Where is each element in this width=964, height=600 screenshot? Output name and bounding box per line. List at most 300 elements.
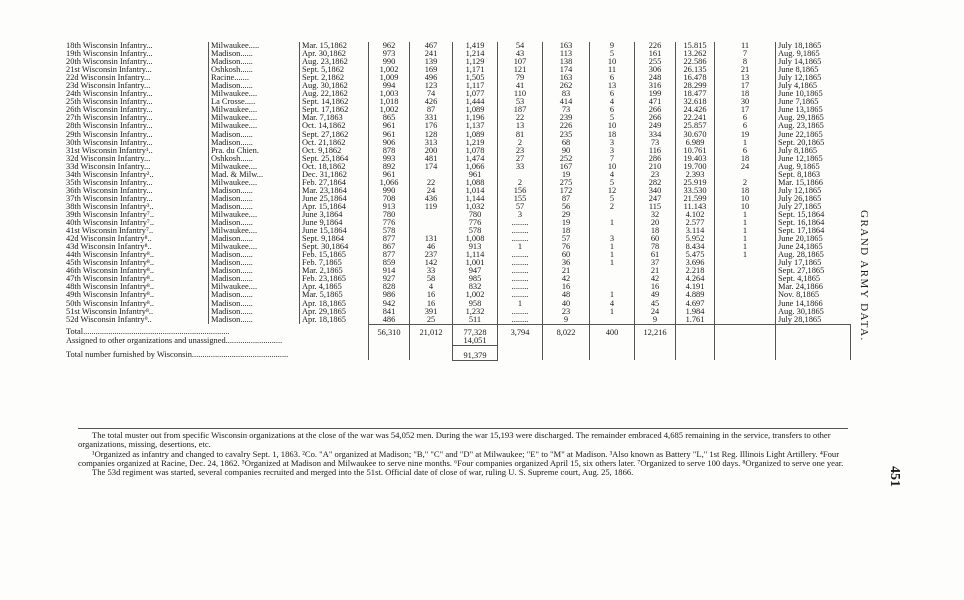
original-strength: 961 — [369, 131, 410, 139]
muster-date: Mar. 15,1862 — [300, 42, 369, 50]
total-strength: 913 — [453, 243, 498, 251]
died-of-disease: 87 — [543, 195, 590, 203]
death-percent: 2.393 — [676, 171, 715, 179]
recruits: 87 — [410, 106, 453, 114]
killed: 54 — [498, 42, 543, 50]
muster-date: Feb. 7,1865 — [300, 259, 369, 267]
other-deaths: 5 — [590, 114, 635, 122]
muster-out-date: June 22,1865 — [776, 131, 851, 139]
regiment-name: 49th Wisconsin Infantry⁸.. — [66, 290, 155, 300]
total-value: 21,012 — [410, 324, 453, 337]
killed: ........ — [498, 235, 543, 243]
muster-date: Sept. 2,1862 — [300, 74, 369, 82]
died-of-disease: 235 — [543, 131, 590, 139]
original-strength: 1,018 — [369, 98, 410, 106]
died-of-disease: 16 — [543, 283, 590, 291]
muster-out-date: Sept. 17,1864 — [776, 227, 851, 235]
total-strength: 985 — [453, 275, 498, 283]
death-percent: 19.700 — [676, 163, 715, 171]
recruits: 237 — [410, 251, 453, 259]
total-strength: 947 — [453, 267, 498, 275]
regiment-table — [64, 42, 925, 361]
organized-place: Oshkosh...... — [209, 66, 300, 74]
muster-date: Apr. 15,1864 — [300, 203, 369, 211]
recruits: 481 — [410, 155, 453, 163]
total-value: 3,794 — [498, 324, 543, 337]
death-percent: 4.697 — [676, 300, 715, 308]
officers: 18 — [715, 155, 776, 163]
total-deaths: 24 — [635, 308, 676, 316]
total-deaths: 255 — [635, 58, 676, 66]
total-deaths: 73 — [635, 139, 676, 147]
recruits: 58 — [410, 275, 453, 283]
other-deaths: 4 — [590, 171, 635, 179]
total-deaths: 37 — [635, 259, 676, 267]
muster-date: Feb. 27,1864 — [300, 179, 369, 187]
killed: ........ — [498, 283, 543, 291]
organized-place: Madison...... — [209, 316, 300, 325]
total-label: Total...................................................................... — [66, 327, 230, 337]
total-deaths: 286 — [635, 155, 676, 163]
killed: 2 — [498, 139, 543, 147]
total-deaths: 61 — [635, 251, 676, 259]
total-deaths: 249 — [635, 122, 676, 130]
regiment-name: 32d Wisconsin Infantry... — [66, 153, 151, 163]
original-strength: 962 — [369, 42, 410, 50]
died-of-disease: 42 — [543, 275, 590, 283]
recruits: 16 — [410, 291, 453, 299]
muster-date: Apr. 29,1865 — [300, 308, 369, 316]
recruits: 119 — [410, 203, 453, 211]
total-strength: 1,232 — [453, 308, 498, 316]
muster-out-date: July 4,1865 — [776, 82, 851, 90]
muster-out-date: June 24,1865 — [776, 243, 851, 251]
muster-date: Oct. 21,1862 — [300, 139, 369, 147]
grand-total-row — [64, 345, 925, 360]
original-strength: 973 — [369, 50, 410, 58]
total-deaths: 18 — [635, 227, 676, 235]
officers: 6 — [715, 114, 776, 122]
organized-place: Madison...... — [209, 139, 300, 147]
assigned-value: 14,051 — [453, 337, 498, 346]
organized-place: Madison...... — [209, 267, 300, 275]
original-strength: 892 — [369, 163, 410, 171]
original-strength: 990 — [369, 187, 410, 195]
recruits: 467 — [410, 42, 453, 50]
total-strength: 1,144 — [453, 195, 498, 203]
total-value: 12,216 — [635, 324, 676, 337]
died-of-disease: 174 — [543, 66, 590, 74]
officers — [715, 316, 776, 325]
muster-date: Oct. 14,1862 — [300, 122, 369, 130]
muster-out-date: Sept. 27,1865 — [776, 267, 851, 275]
regiment-name: 44th Wisconsin Infantry⁸.. — [66, 250, 155, 260]
died-of-disease: 83 — [543, 90, 590, 98]
regiment-name: 27th Wisconsin Infantry... — [66, 113, 153, 123]
muster-date: Apr. 4,1865 — [300, 283, 369, 291]
regiment-name: 34th Wisconsin Infantry².. — [66, 169, 154, 179]
muster-out-date: Sept. 20,1865 — [776, 139, 851, 147]
original-strength: 867 — [369, 243, 410, 251]
recruits: 74 — [410, 90, 453, 98]
total-deaths: 334 — [635, 131, 676, 139]
died-of-disease: 138 — [543, 58, 590, 66]
organized-place: Oshkosh...... — [209, 155, 300, 163]
other-deaths: 12 — [590, 187, 635, 195]
recruits: 131 — [410, 235, 453, 243]
regiment-name: 38th Wisconsin Infantry³.. — [66, 201, 154, 211]
total-strength: 1,117 — [453, 82, 498, 90]
original-strength: 1,009 — [369, 74, 410, 82]
other-deaths: 10 — [590, 58, 635, 66]
total-strength: 1,137 — [453, 122, 498, 130]
officers: 30 — [715, 98, 776, 106]
muster-out-date: Mar. 15,1866 — [776, 179, 851, 187]
total-strength: 1,196 — [453, 114, 498, 122]
muster-date: Sept. 27,1862 — [300, 131, 369, 139]
killed: 33 — [498, 163, 543, 171]
regiment-name: 35th Wisconsin Infantry... — [66, 177, 153, 187]
regiment-name: 31st Wisconsin Infantry¹.. — [66, 145, 153, 155]
muster-out-date: Nov. 8,1865 — [776, 291, 851, 299]
total-strength: 1,171 — [453, 66, 498, 74]
original-strength: 859 — [369, 259, 410, 267]
killed: 187 — [498, 106, 543, 114]
total-row — [64, 324, 925, 337]
other-deaths: 1 — [590, 251, 635, 259]
original-strength: 994 — [369, 82, 410, 90]
muster-date: Aug. 22,1862 — [300, 90, 369, 98]
regiment-name: 45th Wisconsin Infantry⁸.. — [66, 258, 155, 268]
original-strength: 986 — [369, 291, 410, 299]
total-strength: 1,214 — [453, 50, 498, 58]
total-strength: 1,129 — [453, 58, 498, 66]
death-percent: 6.989 — [676, 139, 715, 147]
total-deaths: 340 — [635, 187, 676, 195]
died-of-disease: 239 — [543, 114, 590, 122]
officers: 6 — [715, 147, 776, 155]
original-strength: 780 — [369, 211, 410, 219]
recruits: 176 — [410, 122, 453, 130]
muster-date: Sept. 5,1862 — [300, 66, 369, 74]
death-percent: 25.857 — [676, 122, 715, 130]
assigned-label: Assigned to other organizations and unassigned........................... — [66, 335, 283, 345]
officers: 7 — [715, 50, 776, 58]
muster-date: Sept. 25,1864 — [300, 155, 369, 163]
officers — [715, 283, 776, 291]
other-deaths: 6 — [590, 90, 635, 98]
original-strength: 578 — [369, 227, 410, 235]
killed: 43 — [498, 50, 543, 58]
organized-place: Milwaukee..... — [209, 42, 300, 50]
death-percent: 19.403 — [676, 155, 715, 163]
original-strength: 708 — [369, 195, 410, 203]
died-of-disease: 163 — [543, 42, 590, 50]
total-strength: 1,014 — [453, 187, 498, 195]
assigned-row — [64, 337, 925, 346]
original-strength: 828 — [369, 283, 410, 291]
total-strength: 1,089 — [453, 106, 498, 114]
other-deaths: 1 — [590, 308, 635, 316]
original-strength: 865 — [369, 114, 410, 122]
recruits: 25 — [410, 316, 453, 325]
killed: ........ — [498, 291, 543, 299]
died-of-disease: 113 — [543, 50, 590, 58]
regiment-name: 18th Wisconsin Infantry... — [66, 41, 153, 50]
other-deaths: 3 — [590, 139, 635, 147]
organized-place: Madison...... — [209, 203, 300, 211]
killed: 107 — [498, 58, 543, 66]
total-strength: 1,078 — [453, 147, 498, 155]
officers: 2 — [715, 179, 776, 187]
other-deaths: 5 — [590, 50, 635, 58]
muster-date: June 25,1864 — [300, 195, 369, 203]
muster-date: June 3,1864 — [300, 211, 369, 219]
muster-out-date: July 8,1865 — [776, 147, 851, 155]
officers: 24 — [715, 163, 776, 171]
died-of-disease: 60 — [543, 251, 590, 259]
total-deaths: 9 — [635, 316, 676, 325]
officers: 1 — [715, 227, 776, 235]
original-strength: 990 — [369, 58, 410, 66]
totals-section — [64, 324, 925, 360]
recruits: 139 — [410, 58, 453, 66]
total-deaths: 116 — [635, 147, 676, 155]
regiment-name: 26th Wisconsin Infantry... — [66, 105, 153, 115]
total-strength: 1,505 — [453, 74, 498, 82]
regiment-name: 48th Wisconsin Infantry⁸.. — [66, 282, 155, 292]
other-deaths — [590, 275, 635, 283]
muster-out-date: Sept. 4,1865 — [776, 275, 851, 283]
total-deaths: 49 — [635, 291, 676, 299]
total-strength: 578 — [453, 227, 498, 235]
killed: 110 — [498, 90, 543, 98]
died-of-disease: 19 — [543, 219, 590, 227]
other-deaths: 6 — [590, 106, 635, 114]
total-deaths: 248 — [635, 74, 676, 82]
recruits: 123 — [410, 82, 453, 90]
total-deaths: 316 — [635, 82, 676, 90]
muster-date: Apr. 30,1862 — [300, 50, 369, 58]
muster-date: Sept. 30,1864 — [300, 243, 369, 251]
officers: 1 — [715, 139, 776, 147]
organized-place: Madison...... — [209, 187, 300, 195]
regiment-name: 28th Wisconsin Infantry... — [66, 121, 153, 131]
total-deaths: 78 — [635, 243, 676, 251]
death-percent: 16.478 — [676, 74, 715, 82]
regiment-name: 47th Wisconsin Infantry⁸.. — [66, 274, 155, 284]
original-strength: 993 — [369, 155, 410, 163]
regiment-name: 30th Wisconsin Infantry... — [66, 137, 153, 147]
died-of-disease: 36 — [543, 259, 590, 267]
organized-place: Madison...... — [209, 291, 300, 299]
total-strength: 1,088 — [453, 179, 498, 187]
officers: 11 — [715, 42, 776, 50]
killed: 53 — [498, 98, 543, 106]
muster-date: Oct. 18,1862 — [300, 163, 369, 171]
death-percent: 10.761 — [676, 147, 715, 155]
page-number: 451 — [887, 466, 902, 487]
total-deaths: 199 — [635, 90, 676, 98]
total-deaths: 23 — [635, 171, 676, 179]
officers: 8 — [715, 58, 776, 66]
muster-date: Oct. 9,1862 — [300, 147, 369, 155]
officers — [715, 275, 776, 283]
killed: 155 — [498, 195, 543, 203]
officers: 1 — [715, 219, 776, 227]
organized-place: Milwaukee.... — [209, 163, 300, 171]
killed: ........ — [498, 267, 543, 275]
died-of-disease: 18 — [543, 227, 590, 235]
muster-date: June 15,1864 — [300, 227, 369, 235]
died-of-disease: 226 — [543, 122, 590, 130]
organized-place: Milwaukee.... — [209, 106, 300, 114]
died-of-disease: 68 — [543, 139, 590, 147]
organized-place: Pra. du Chien. — [209, 147, 300, 155]
officers: 10 — [715, 203, 776, 211]
recruits: 46 — [410, 243, 453, 251]
muster-out-date: Aug. 9,1865 — [776, 163, 851, 171]
organized-place: Madison...... — [209, 219, 300, 227]
organized-place: Mad. & Milw... — [209, 171, 300, 179]
total-value: 56,310 — [369, 324, 410, 337]
died-of-disease: 90 — [543, 147, 590, 155]
killed: 1 — [498, 243, 543, 251]
killed: ........ — [498, 219, 543, 227]
killed: 1 — [498, 300, 543, 308]
officers: 18 — [715, 187, 776, 195]
muster-out-date: June 10,1865 — [776, 90, 851, 98]
officers — [715, 300, 776, 308]
died-of-disease: 19 — [543, 171, 590, 179]
original-strength: 877 — [369, 235, 410, 243]
organized-place: Madison...... — [209, 275, 300, 283]
footnote: The total muster out from specific Wisconsin organizations at the close of the war was 54,052 men. During the war 15,193 were discharged. The remainder embraced 4,685 remaining in the service, transfers to other organizations, missing, desertions, etc. — [78, 430, 831, 450]
regiment-name: 22d Wisconsin Infantry... — [66, 73, 151, 83]
regiment-name: 37th Wisconsin Infantry... — [66, 193, 153, 203]
other-deaths: 2 — [590, 203, 635, 211]
recruits: 241 — [410, 50, 453, 58]
other-deaths — [590, 267, 635, 275]
recruits: 33 — [410, 267, 453, 275]
organized-place: Madison...... — [209, 131, 300, 139]
officers: 1 — [715, 243, 776, 251]
muster-date: Feb. 15,1865 — [300, 251, 369, 259]
other-deaths: 3 — [590, 147, 635, 155]
muster-out-date: July 26,1865 — [776, 195, 851, 203]
muster-date: Mar. 5,1865 — [300, 291, 369, 299]
original-strength: 906 — [369, 139, 410, 147]
organized-place: Madison...... — [209, 308, 300, 316]
officers: 13 — [715, 74, 776, 82]
officers — [715, 267, 776, 275]
other-deaths: 10 — [590, 163, 635, 171]
muster-out-date: Aug. 29,1865 — [776, 114, 851, 122]
death-percent: 8.434 — [676, 243, 715, 251]
total-strength: 1,032 — [453, 203, 498, 211]
muster-out-date: July 18,1865 — [776, 42, 851, 50]
other-deaths: 4 — [590, 98, 635, 106]
officers: 18 — [715, 90, 776, 98]
muster-date: Mar. 2,1865 — [300, 267, 369, 275]
organized-place: Milwaukee.... — [209, 179, 300, 187]
original-strength: 1,003 — [369, 90, 410, 98]
other-deaths: 1 — [590, 219, 635, 227]
death-percent: 24.426 — [676, 106, 715, 114]
other-deaths: 6 — [590, 74, 635, 82]
original-strength: 1,002 — [369, 106, 410, 114]
officers — [715, 259, 776, 267]
muster-out-date: June 8,1865 — [776, 66, 851, 74]
original-strength: 486 — [369, 316, 410, 325]
regiment-name: 29th Wisconsin Infantry... — [66, 129, 153, 139]
muster-out-date: June 20,1865 — [776, 235, 851, 243]
killed: 156 — [498, 187, 543, 195]
total-deaths: 306 — [635, 66, 676, 74]
killed: ........ — [498, 316, 543, 325]
original-strength: 877 — [369, 251, 410, 259]
regiment-name: 23d Wisconsin Infantry... — [66, 81, 151, 91]
killed: ........ — [498, 275, 543, 283]
died-of-disease: 23 — [543, 308, 590, 316]
recruits: 4 — [410, 283, 453, 291]
original-strength: 913 — [369, 203, 410, 211]
original-strength: 776 — [369, 219, 410, 227]
total-deaths: 21 — [635, 267, 676, 275]
died-of-disease: 172 — [543, 187, 590, 195]
death-percent: 2.577 — [676, 219, 715, 227]
total-strength: 832 — [453, 283, 498, 291]
death-percent: 2.218 — [676, 267, 715, 275]
died-of-disease: 73 — [543, 106, 590, 114]
recruits: 169 — [410, 66, 453, 74]
officers: 1 — [715, 251, 776, 259]
total-strength: 1,474 — [453, 155, 498, 163]
organized-place: Madison...... — [209, 50, 300, 58]
death-percent: 13.262 — [676, 50, 715, 58]
organized-place: La Crosse..... — [209, 98, 300, 106]
died-of-disease: 21 — [543, 267, 590, 275]
regiment-name: 52d Wisconsin Infantry⁹.. — [66, 314, 152, 324]
other-deaths: 13 — [590, 82, 635, 90]
muster-date: Sept. 14,1862 — [300, 98, 369, 106]
killed: ........ — [498, 308, 543, 316]
muster-out-date: Aug. 23,1865 — [776, 122, 851, 130]
total-value: 8,022 — [543, 324, 590, 337]
running-head: GRAND ARMY DATA. — [858, 210, 870, 342]
death-percent: 32.618 — [676, 98, 715, 106]
other-deaths: 7 — [590, 155, 635, 163]
other-deaths: 11 — [590, 66, 635, 74]
died-of-disease: 262 — [543, 82, 590, 90]
officers: 1 — [715, 235, 776, 243]
organized-place: Madison...... — [209, 300, 300, 308]
total-deaths: 247 — [635, 195, 676, 203]
total-strength: 1,219 — [453, 139, 498, 147]
regiment-name: 50th Wisconsin Infantry⁸.. — [66, 298, 155, 308]
died-of-disease: 40 — [543, 300, 590, 308]
other-deaths: 5 — [590, 195, 635, 203]
death-percent: 1.761 — [676, 316, 715, 325]
death-percent: 30.670 — [676, 131, 715, 139]
officers: 17 — [715, 82, 776, 90]
total-strength: 1,008 — [453, 235, 498, 243]
death-percent: 15.815 — [676, 42, 715, 50]
grand-total-value: 91,379 — [453, 345, 498, 360]
died-of-disease: 275 — [543, 179, 590, 187]
muster-date: Aug. 23,1862 — [300, 58, 369, 66]
other-deaths: 3 — [590, 235, 635, 243]
